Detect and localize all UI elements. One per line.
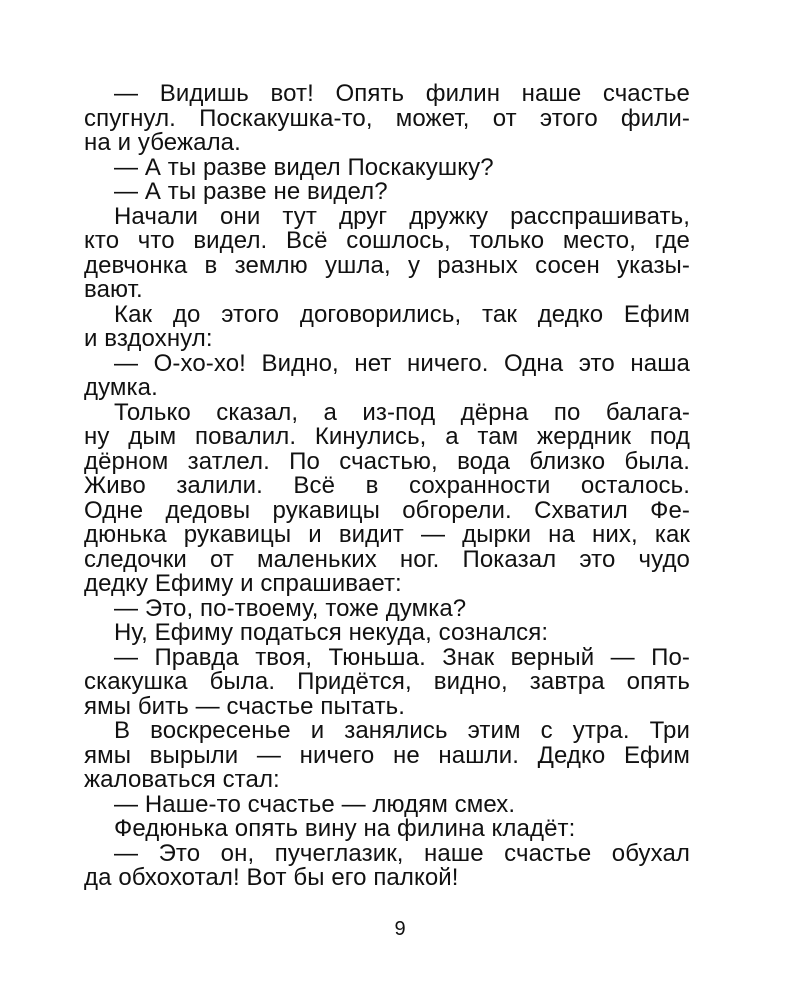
text-line: дедку Ефиму и спрашивает: xyxy=(84,570,402,597)
text-line: девчонка в землю ушла, у разных сосен указы- xyxy=(84,251,690,279)
text-line: — О-хо-хо! Видно, нет ничего. Одна это наша xyxy=(114,349,690,377)
text-line: — Правда твоя, Тюньша. Знак верный — По- xyxy=(114,643,690,671)
text-line: кто что видел. Всё сошлось, только место, где xyxy=(84,227,690,254)
text-line: Начали они тут друг дружку расспрашивать, xyxy=(114,202,690,230)
text-line: — Это, по-твоему, тоже думка? xyxy=(114,594,467,622)
text-line: Ну, Ефиму податься некуда, сознался: xyxy=(114,619,549,646)
text-line: скакушка была. Придётся, видно, завтра опять xyxy=(84,668,690,695)
text-line: Живо залили. Всё в сохранности осталось. xyxy=(84,472,690,499)
page-text xyxy=(84,82,690,891)
page-number: 9 xyxy=(394,918,406,940)
text-line: ямы бить — счастье пытать. xyxy=(84,692,406,720)
text-line: на и убежала. xyxy=(84,129,241,156)
text-line: ну дым повалил. Кинулись, а там жердник под xyxy=(84,423,690,450)
text-line: и вздохнул: xyxy=(84,325,213,352)
text-line: — А ты разве не видел? xyxy=(114,178,388,205)
text-line: следочки от маленьких ног. Показал это чудо xyxy=(84,545,690,573)
text-line: В воскресенье и занялись этим с утра. Три xyxy=(114,717,690,744)
text-line: думка. xyxy=(84,374,158,401)
text-line: да обхохотал! Вот бы его палкой! xyxy=(84,864,459,891)
text-line: Только сказал, а из-под дёрна по балага- xyxy=(114,398,690,426)
text-line: дёрном затлел. По счастью, вода близко была. xyxy=(84,447,690,475)
text-line: Одне дедовы рукавицы обгорели. Схватил Фе- xyxy=(84,496,690,524)
text-line: спугнул. Поскакушка-то, может, от этого фили- xyxy=(84,104,690,132)
text-line: Как до этого договорились, так дедко Ефим xyxy=(114,300,690,328)
text-line: вают. xyxy=(84,276,143,303)
text-line: жаловаться стал: xyxy=(84,766,280,793)
text-line: — А ты разве видел Поскакушку? xyxy=(114,153,494,181)
text-line: — Наше-то счастье — людям смех. xyxy=(114,790,516,818)
text-line: — Это он, пучеглазик, наше счастье обухал xyxy=(114,839,690,867)
text-line: Федюнька опять вину на филина кладёт: xyxy=(114,815,576,842)
text-line: — Видишь вот! Опять филин наше счастье xyxy=(114,80,690,107)
text-line: ямы вырыли — ничего не нашли. Дедко Ефим xyxy=(84,741,690,769)
text-line: дюнька рукавицы и видит — дырки на них, как xyxy=(84,521,690,548)
